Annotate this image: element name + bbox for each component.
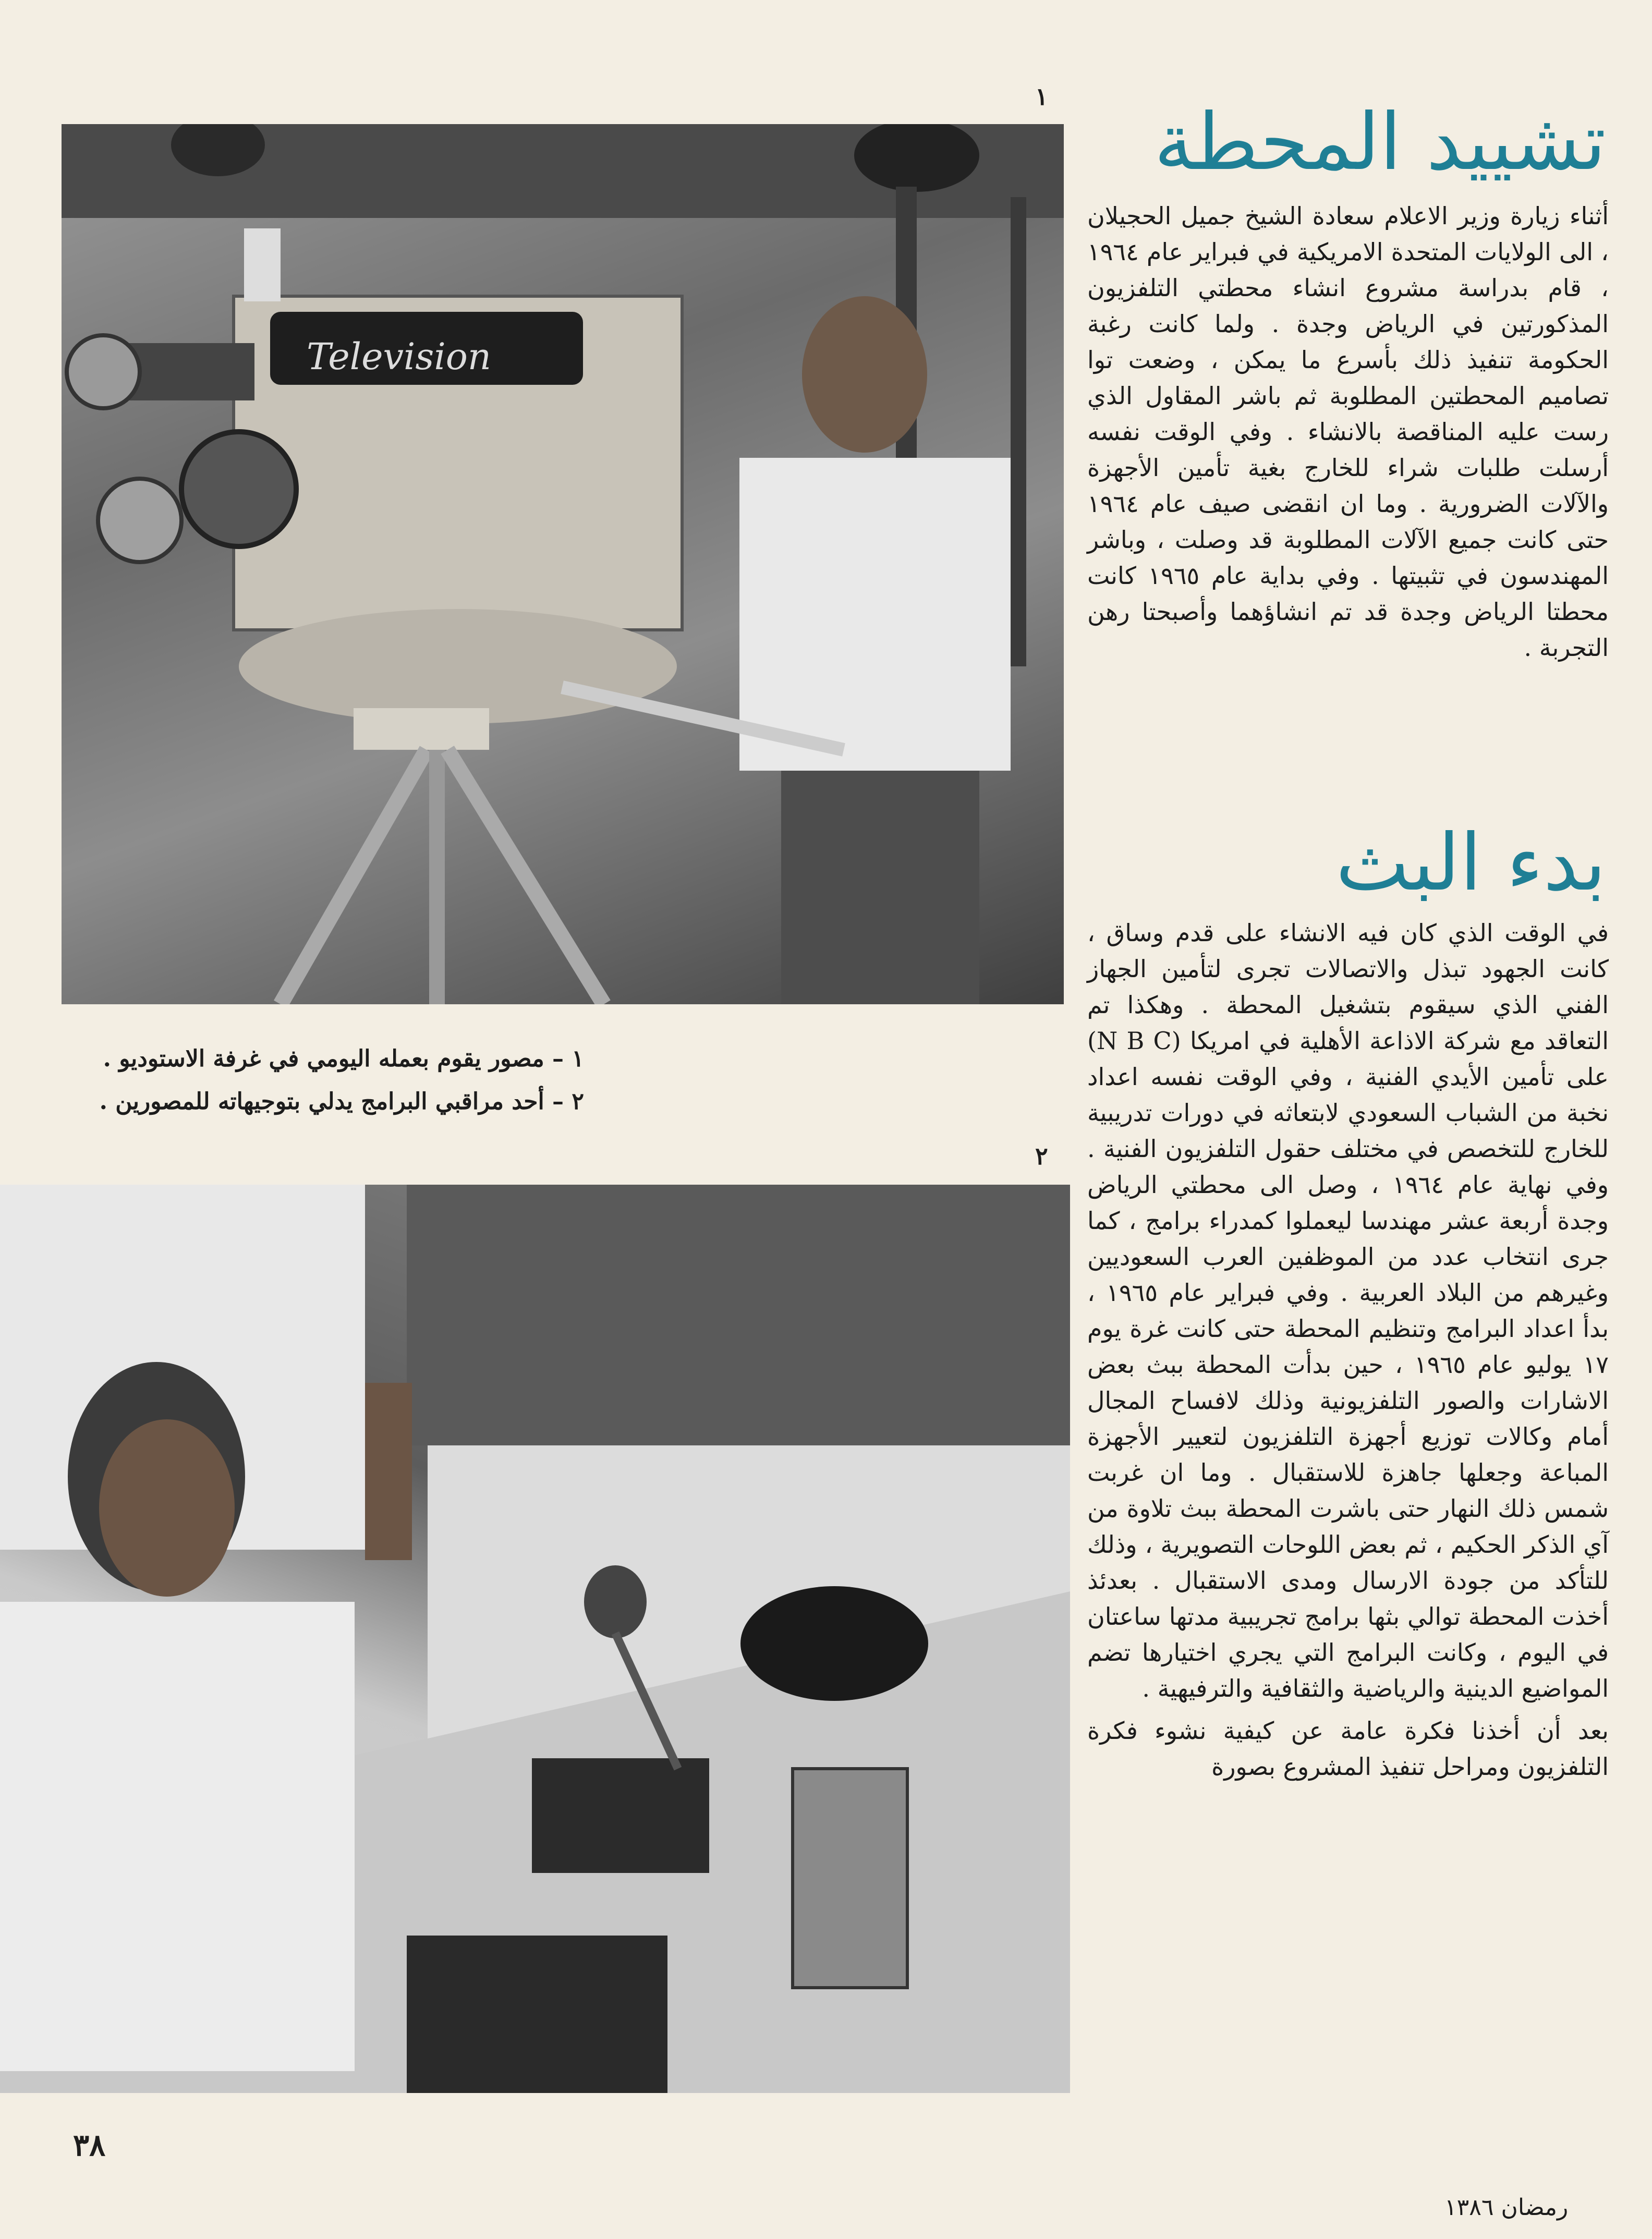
caption-2: ٢ – أحد مراقبي البرامج يدلي بتوجيهاته للمصورين . xyxy=(99,1088,584,1115)
page-number: ٣٨ xyxy=(73,2127,106,2163)
section-2-column xyxy=(1087,915,1609,1791)
heading-broadcast-start: بدء البث xyxy=(1335,818,1606,908)
section-1-column xyxy=(1087,198,1609,672)
section-2-paragraph-1: في الوقت الذي كان فيه الانشاء على قدم وساق ، كانت الجهود تبذل والاتصالات تجرى لتأمين الجهاز الفني الذي سيقوم بتشغيل المحطة . وهكذا تم التعاقد مع شركة الاذاعة الأهلية في امريكا (N B C) على تأمين الأيدي الفنية ، وفي الوقت نفسه اعداد نخبة من الشباب السعودي لابتعاثه في دورات تدريبية للخارج للتخصص في مختلف حقول التلفزيون الفنية . وفي نهاية عام ١٩٦٤ ، وصل الى محطتي الرياض وجدة أربعة عشر مهندسا ليعملوا كمدراء برامج ، كما جرى انتخاب عدد من الموظفين العرب السعوديين وغيرهم من البلاد العربية . وفي فبراير عام ١٩٦٥ ، بدأ اعداد البرامج وتنظيم المحطة حتى كانت غرة يوم ١٧ يوليو عام ١٩٦٥ ، حين بدأت المحطة ببث بعض الاشارات والصور التلفزيونية وذلك لافساح المجال أمام وكالات توزيع أجهزة التلفزيون لتعيير الأجهزة المباعة وجعلها جاهزة للاستقبال . وما ان غربت شمس ذلك النهار حتى باشرت المحطة ببث تلاوة من آي الذكر الحكيم ، ثم بعض اللوحات التصويرية ، وذلك للتأكد من جودة الارسال ومدى الاستقبال . بعدئذ أخذت المحطة توالي بثها برامج تجريبية مدتها ساعتان في اليوم ، وكانت البرامج التي يجري اختيارها تضم المواضيع الدينية والرياضية والثقافية والترفيهية . xyxy=(1087,919,1609,1702)
caption-1: ١ – مصور يقوم بعمله اليومي في غرفة الاستوديو . xyxy=(103,1045,584,1072)
camera-brand-text: Television xyxy=(307,335,491,378)
heading-station-construction: تشييد المحطة xyxy=(1154,97,1606,188)
photo-program-controller xyxy=(0,1185,1070,2093)
issue-date: رمضان ١٣٨٦ xyxy=(1444,2194,1569,2221)
section-1-paragraph: أثناء زيارة وزير الاعلام سعادة الشيخ جميل الحجيلان ، الى الولايات المتحدة الامريكية في فبراير عام ١٩٦٤ ، قام بدراسة مشروع انشاء محطتي التلفزيون المذكورتين في الرياض وجدة . ولما كانت رغبة الحكومة تنفيذ ذلك بأسرع ما يمكن ، وضعت توا تصاميم المحطتين المطلوبة ثم باشر المقاول الذي رست عليه المناقصة بالانشاء . وفي الوقت نفسه أرسلت طلبات شراء للخارج بغية تأمين الأجهزة والآلات الضرورية . وما ان انقضى صيف عام ١٩٦٤ حتى كانت جميع الآلات المطلوبة قد وصلت ، وباشر المهندسون في تثبيتها . وفي بداية عام ١٩٦٥ كانت محطتا الرياض وجدة قد تم انشاؤهما وأصبحتا رهن التجربة . xyxy=(1087,202,1609,662)
section-2-paragraph-2: بعد أن أخذنا فكرة عامة عن كيفية نشوء فكرة التلفزيون ومراحل تنفيذ المشروع بصورة xyxy=(1087,1717,1609,1781)
figure-2-number: ٢ xyxy=(1035,1142,1048,1170)
photo-cameraman xyxy=(62,124,1064,1004)
photo-captions xyxy=(63,1038,584,1123)
figure-1-number: ١ xyxy=(1035,82,1048,111)
